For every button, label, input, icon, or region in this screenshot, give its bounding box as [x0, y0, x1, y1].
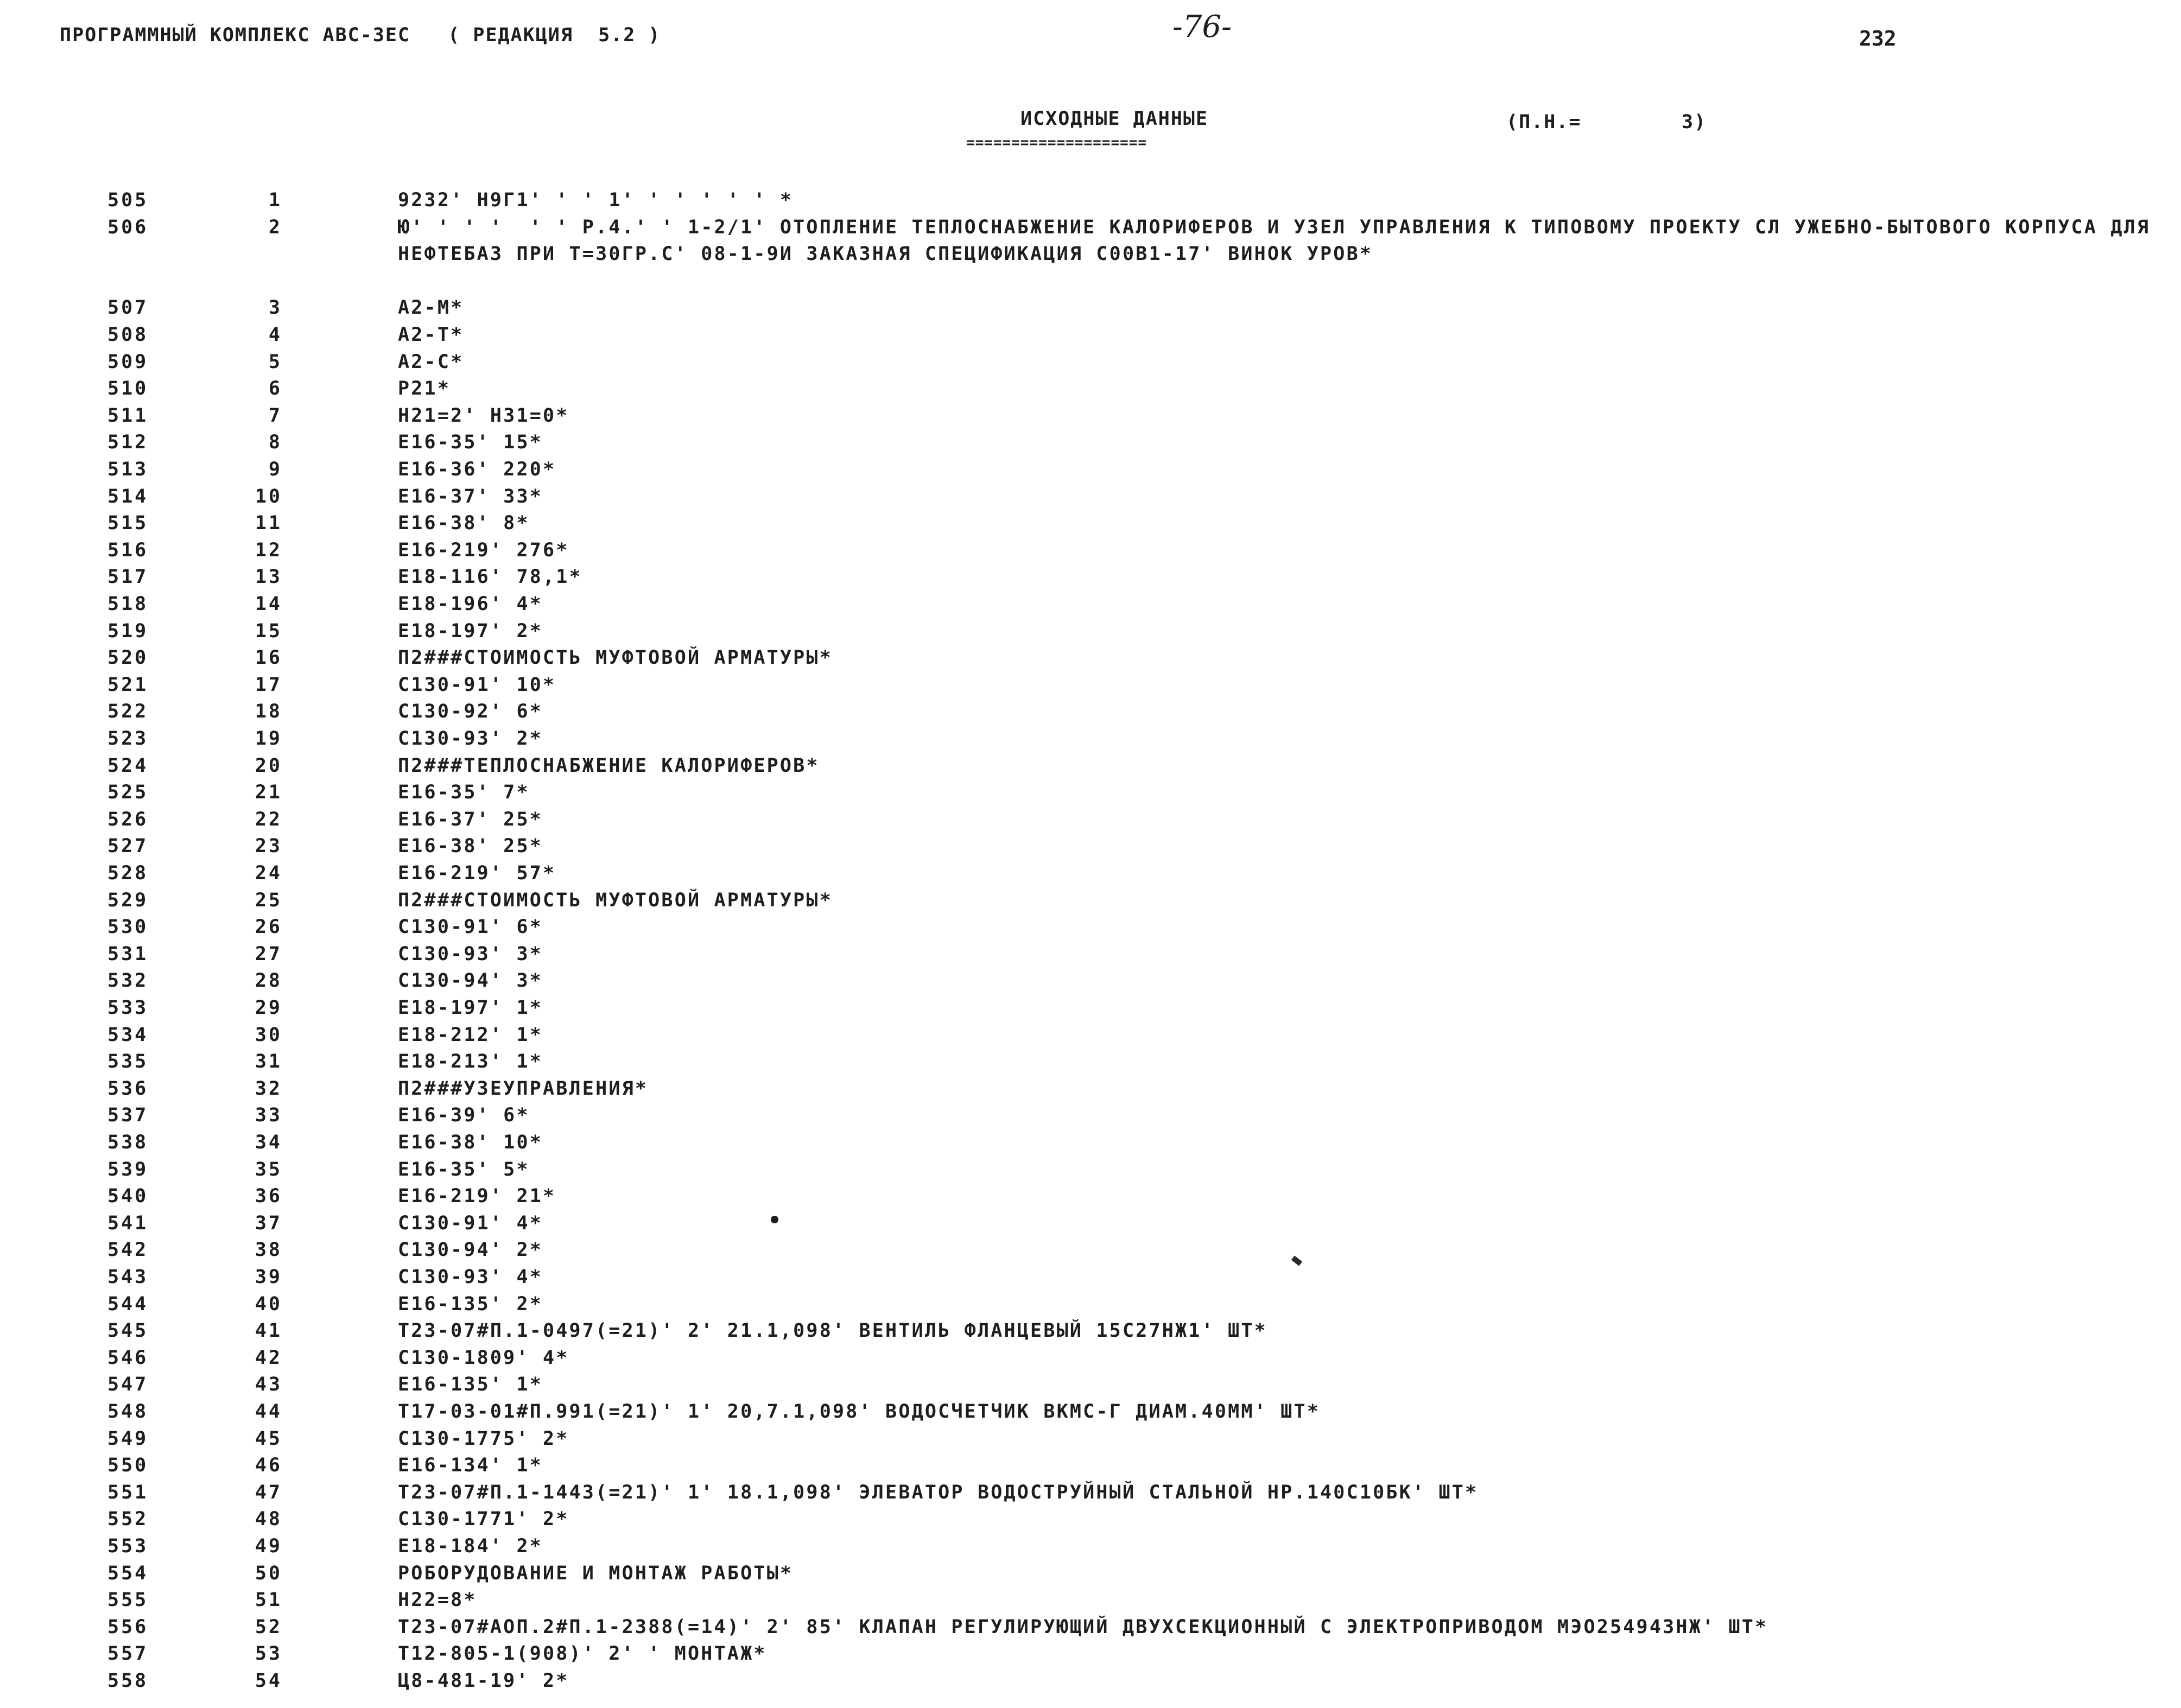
- record-number: 513: [107, 459, 149, 480]
- record-number: 514: [107, 485, 149, 507]
- line-number: 40: [255, 1293, 282, 1315]
- record-text: Ц8-481-19' 2*: [398, 1670, 569, 1692]
- line-number: 7: [268, 404, 282, 427]
- record-number: 518: [107, 593, 149, 615]
- record-number: 508: [107, 324, 149, 346]
- record-number: 523: [107, 728, 149, 750]
- listing-row: [0, 1133, 2181, 1155]
- record-text: С130-91' 6*: [398, 916, 543, 938]
- listing-row: [0, 379, 2181, 401]
- listing-row: [0, 649, 2181, 670]
- record-text: Е16-135' 2*: [398, 1293, 543, 1315]
- listing-row: [0, 568, 2181, 589]
- line-number: 19: [255, 728, 282, 750]
- record-number: 552: [107, 1508, 149, 1531]
- record-text: Е18-212' 1*: [398, 1024, 543, 1046]
- line-number: 1: [268, 189, 282, 211]
- record-text: Т23-07#П.1-1443(=21)' 1' 18.1,098' ЭЛЕВАТОР ВОДОСТРУЙНЫЙ СТАЛЬНОЙ НР.140С10БК' ШТ*: [398, 1481, 1479, 1503]
- record-text: РОБОРУДОВАНИЕ И МОНТАЖ РАБОТЫ*: [398, 1562, 794, 1584]
- record-text: Е16-35' 5*: [398, 1158, 530, 1180]
- listing-row: [0, 729, 2181, 751]
- line-number: 32: [255, 1077, 282, 1100]
- listing-row: [0, 1427, 2181, 1451]
- record-number: 515: [107, 512, 149, 535]
- listing-row: [0, 1187, 2181, 1209]
- listing-row: [0, 837, 2181, 859]
- record-text: Ю' ' ' ' ' ' Р.4.' ' 1-2/1' ОТОПЛЕНИЕ ТЕПЛОСНАБЖЕНИЕ КАЛОРИФЕРОВ И УЗЕЛ УПРАВЛЕНИЯ К ТИПОВОМУ ПРОЕКТУ СЛ УЖЕБНО-БЫТОВОГО КОРПУСА ДЛЯ НЕФТЕБАЗ ПРИ Т=30ГР.С' 08-1-9И ЗАКАЗНАЯ СПЕЦИФИКАЦИЯ С00В1-17' ВИНОК УРОВ*: [398, 216, 2164, 265]
- listing-row: [0, 1077, 2181, 1101]
- listing-row: [0, 1483, 2181, 1505]
- record-number: 516: [107, 539, 149, 561]
- record-number: 535: [107, 1051, 149, 1073]
- listing-row: [0, 1510, 2181, 1532]
- listing-row: [0, 676, 2181, 697]
- line-number: 45: [255, 1427, 282, 1450]
- record-text: С130-93' 3*: [398, 943, 543, 965]
- line-number: 6: [268, 378, 282, 400]
- line-number: 35: [255, 1158, 282, 1180]
- line-number: 48: [255, 1508, 282, 1531]
- line-number: 54: [255, 1670, 282, 1692]
- record-number: 532: [107, 970, 149, 992]
- record-number: 512: [107, 431, 149, 454]
- record-text: Е16-38' 25*: [398, 835, 543, 858]
- record-text: П2###СТОИМОСТЬ МУФТОВОЙ АРМАТУРЫ*: [398, 647, 833, 669]
- listing-row: [0, 353, 2181, 374]
- record-number: 555: [107, 1589, 149, 1611]
- line-number: 52: [255, 1616, 282, 1638]
- line-number: 21: [255, 782, 282, 804]
- listing-row: [0, 1241, 2181, 1262]
- listing-row: [0, 1026, 2181, 1047]
- listing-row: [0, 1644, 2181, 1666]
- listing-row: [0, 299, 2181, 320]
- listing-row: [0, 945, 2181, 967]
- line-number: 11: [255, 512, 282, 535]
- page-title: ИСХОДНЫЕ ДАННЫЕ: [1020, 108, 1209, 130]
- line-number: 22: [255, 808, 282, 830]
- header-left: ПРОГРАММНЫЙ КОМПЛЕКС АВС-ЗЕС ( РЕДАКЦИЯ 5.2 ): [60, 24, 661, 46]
- listing-row: [0, 514, 2181, 536]
- line-number: 9: [268, 459, 282, 480]
- record-number: 544: [107, 1293, 149, 1315]
- listing-row: [0, 1672, 2181, 1693]
- line-number: 46: [255, 1455, 282, 1477]
- listing-row: [0, 702, 2181, 724]
- listing-row: [0, 999, 2181, 1020]
- sheet-number: 232: [1859, 27, 1897, 50]
- line-number: 16: [255, 647, 282, 669]
- record-text: Е18-197' 2*: [398, 620, 543, 642]
- record-text: А2-С*: [398, 351, 464, 373]
- listing-row: [0, 1537, 2181, 1559]
- record-text: Е16-38' 10*: [398, 1132, 543, 1153]
- record-text: Е18-197' 1*: [398, 997, 543, 1019]
- listing-row: [0, 918, 2181, 939]
- record-number: 549: [107, 1427, 149, 1450]
- line-number: 43: [255, 1374, 282, 1396]
- record-number: 541: [107, 1212, 149, 1234]
- record-number: 554: [107, 1562, 149, 1584]
- line-number: 31: [255, 1051, 282, 1073]
- line-number: 36: [255, 1185, 282, 1208]
- record-number: 547: [107, 1374, 149, 1396]
- record-text: С130-91' 10*: [398, 674, 556, 696]
- listing-row: [0, 595, 2181, 617]
- listing-row: [0, 1295, 2181, 1317]
- record-number: 558: [107, 1670, 149, 1692]
- record-number: 507: [107, 297, 149, 319]
- listing-row: [0, 1591, 2181, 1612]
- record-text: Т23-07#АОП.2#П.1-2388(=14)' 2' 85' КЛАПАН РЕГУЛИРУЮЩИЙ ДВУХСЕКЦИОННЫЙ С ЭЛЕКТРОПРИВОДОМ МЭО254943НЖ' ШТ*: [398, 1616, 1768, 1638]
- line-number: 2: [268, 216, 282, 238]
- line-number: 8: [268, 431, 282, 454]
- listing-row: [0, 487, 2181, 509]
- listing-row: [0, 864, 2181, 886]
- line-number: 15: [255, 620, 282, 642]
- record-text: С130-1771' 2*: [398, 1508, 569, 1531]
- page-mark: -76-: [1172, 9, 1232, 45]
- listing-row: [0, 810, 2181, 832]
- line-number: 39: [255, 1266, 282, 1288]
- listing-row: [0, 460, 2181, 482]
- line-number: 28: [255, 970, 282, 992]
- record-text: Е16-39' 6*: [398, 1104, 530, 1127]
- listing-row: [0, 1160, 2181, 1182]
- listing-row: [0, 216, 2181, 265]
- line-number: 38: [255, 1239, 282, 1261]
- line-number: 53: [255, 1643, 282, 1665]
- line-number: 30: [255, 1024, 282, 1046]
- record-number: 533: [107, 997, 149, 1019]
- record-number: 543: [107, 1266, 149, 1288]
- line-number: 14: [255, 593, 282, 615]
- record-number: 550: [107, 1455, 149, 1477]
- record-number: 529: [107, 889, 149, 911]
- record-text: С130-93' 2*: [398, 728, 543, 750]
- record-text: 9232' Н9Г1' ' ' 1' ' ' ' ' ' *: [398, 189, 794, 211]
- record-text: А2-Т*: [398, 324, 464, 346]
- record-number: 551: [107, 1481, 149, 1503]
- record-number: 510: [107, 378, 149, 400]
- listing-row: [0, 1322, 2181, 1343]
- record-number: 517: [107, 566, 149, 588]
- line-number: 12: [255, 539, 282, 561]
- record-number: 505: [107, 189, 149, 211]
- line-number: 4: [268, 324, 282, 346]
- record-text: С130-1809' 4*: [398, 1347, 569, 1369]
- listing-row: [0, 1456, 2181, 1478]
- record-text: Т17-03-01#П.991(=21)' 1' 20,7.1,098' ВОДОСЧЕТЧИК ВКМС-Г ДИАМ.40ММ' ШТ*: [398, 1401, 1321, 1423]
- line-number: 37: [255, 1212, 282, 1234]
- listing-row: [0, 1214, 2181, 1236]
- line-number: 25: [255, 889, 282, 911]
- record-text: С130-91' 4*: [398, 1212, 543, 1234]
- record-text: С130-94' 2*: [398, 1239, 543, 1261]
- record-text: Е16-37' 25*: [398, 808, 543, 830]
- line-number: 51: [255, 1589, 282, 1611]
- line-number: 44: [255, 1401, 282, 1423]
- record-number: 537: [107, 1104, 149, 1127]
- record-text: Р21*: [398, 378, 451, 400]
- record-number: 539: [107, 1158, 149, 1180]
- record-text: С130-1775' 2*: [398, 1427, 569, 1450]
- record-number: 548: [107, 1401, 149, 1423]
- line-number: 47: [255, 1481, 282, 1503]
- scan-speck: [771, 1216, 778, 1223]
- record-text: Е18-116' 78,1*: [398, 566, 582, 588]
- record-number: 553: [107, 1535, 149, 1557]
- listing-row: [0, 1052, 2181, 1074]
- record-text: Т23-07#П.1-0497(=21)' 2' 21.1,098' ВЕНТИЛЬ ФЛАНЦЕВЫЙ 15С27НЖ1' ШТ*: [398, 1320, 1267, 1342]
- record-number: 511: [107, 404, 149, 427]
- listing-row: [0, 1106, 2181, 1128]
- line-number: 10: [255, 485, 282, 507]
- record-number: 520: [107, 647, 149, 669]
- line-number: 23: [255, 835, 282, 858]
- line-number: 41: [255, 1320, 282, 1342]
- record-number: 525: [107, 782, 149, 804]
- line-number: 5: [268, 351, 282, 373]
- line-number: 13: [255, 566, 282, 588]
- listing-row: [0, 404, 2181, 428]
- listing-row: [0, 1402, 2181, 1424]
- record-number: 540: [107, 1185, 149, 1208]
- record-text: Е16-35' 7*: [398, 782, 530, 804]
- record-number: 522: [107, 701, 149, 723]
- record-number: 531: [107, 943, 149, 965]
- record-number: 545: [107, 1320, 149, 1342]
- record-text: А2-М*: [398, 297, 464, 319]
- listing-row: [0, 541, 2181, 563]
- record-text: С130-94' 3*: [398, 970, 543, 992]
- listing-row: [0, 1375, 2181, 1397]
- listing-row: [0, 783, 2181, 805]
- listing-row: [0, 433, 2181, 455]
- line-number: 33: [255, 1104, 282, 1127]
- record-text: Е18-184' 2*: [398, 1535, 543, 1557]
- record-text: Е16-219' 276*: [398, 539, 569, 561]
- listing-row: [0, 1564, 2181, 1586]
- record-text: Е18-196' 4*: [398, 593, 543, 615]
- record-text: Е16-38' 8*: [398, 512, 530, 535]
- record-number: 530: [107, 916, 149, 938]
- line-number: 18: [255, 701, 282, 723]
- line-number: 42: [255, 1347, 282, 1369]
- record-number: 509: [107, 351, 149, 373]
- line-number: 27: [255, 943, 282, 965]
- listing-row: [0, 1618, 2181, 1640]
- record-number: 519: [107, 620, 149, 642]
- listing-row: [0, 891, 2181, 913]
- record-number: 521: [107, 674, 149, 696]
- record-number: 526: [107, 808, 149, 830]
- record-number: 556: [107, 1616, 149, 1638]
- line-number: 50: [255, 1562, 282, 1584]
- record-text: С130-93' 4*: [398, 1266, 543, 1288]
- record-text: Е16-37' 33*: [398, 485, 543, 507]
- record-number: 546: [107, 1347, 149, 1369]
- listing-row: [0, 754, 2181, 778]
- record-number: 528: [107, 862, 149, 884]
- listing-row: [0, 191, 2181, 213]
- record-number: 506: [107, 216, 149, 238]
- record-text: Н22=8*: [398, 1589, 477, 1611]
- listing-row: [0, 326, 2181, 347]
- line-number: 49: [255, 1535, 282, 1557]
- line-number: 29: [255, 997, 282, 1019]
- record-text: Е16-135' 1*: [398, 1374, 543, 1396]
- record-number: 538: [107, 1132, 149, 1153]
- listing-row: [0, 1349, 2181, 1370]
- record-number: 527: [107, 835, 149, 858]
- record-text: Е16-219' 21*: [398, 1185, 556, 1208]
- record-number: 534: [107, 1024, 149, 1046]
- line-number: 17: [255, 674, 282, 696]
- record-number: 524: [107, 754, 149, 777]
- record-text: Е18-213' 1*: [398, 1051, 543, 1073]
- line-number: 3: [268, 297, 282, 319]
- record-text: П2###УЗЕУПРАВЛЕНИЯ*: [398, 1077, 649, 1100]
- line-number: 26: [255, 916, 282, 938]
- listing-row: [0, 1268, 2181, 1290]
- listing-row: [0, 622, 2181, 644]
- line-number: 20: [255, 754, 282, 777]
- line-number: 24: [255, 862, 282, 884]
- listing-row: [0, 972, 2181, 993]
- record-text: Е16-35' 15*: [398, 431, 543, 454]
- line-number: 34: [255, 1132, 282, 1153]
- record-text: Е16-219' 57*: [398, 862, 556, 884]
- record-text: Е16-36' 220*: [398, 459, 556, 480]
- record-number: 542: [107, 1239, 149, 1261]
- page-subtitle: (П.Н.= 3): [1506, 111, 1707, 133]
- record-text: Т12-805-1(908)' 2' ' МОНТАЖ*: [398, 1643, 767, 1665]
- record-text: Н21=2' Н31=0*: [398, 404, 569, 427]
- title-rule: ====================: [966, 135, 1147, 151]
- record-number: 536: [107, 1077, 149, 1100]
- record-text: С130-92' 6*: [398, 701, 543, 723]
- record-text: П2###СТОИМОСТЬ МУФТОВОЙ АРМАТУРЫ*: [398, 889, 833, 911]
- record-text: П2###ТЕПЛОСНАБЖЕНИЕ КАЛОРИФЕРОВ*: [398, 754, 820, 777]
- record-text: Е16-134' 1*: [398, 1455, 543, 1477]
- record-number: 557: [107, 1643, 149, 1665]
